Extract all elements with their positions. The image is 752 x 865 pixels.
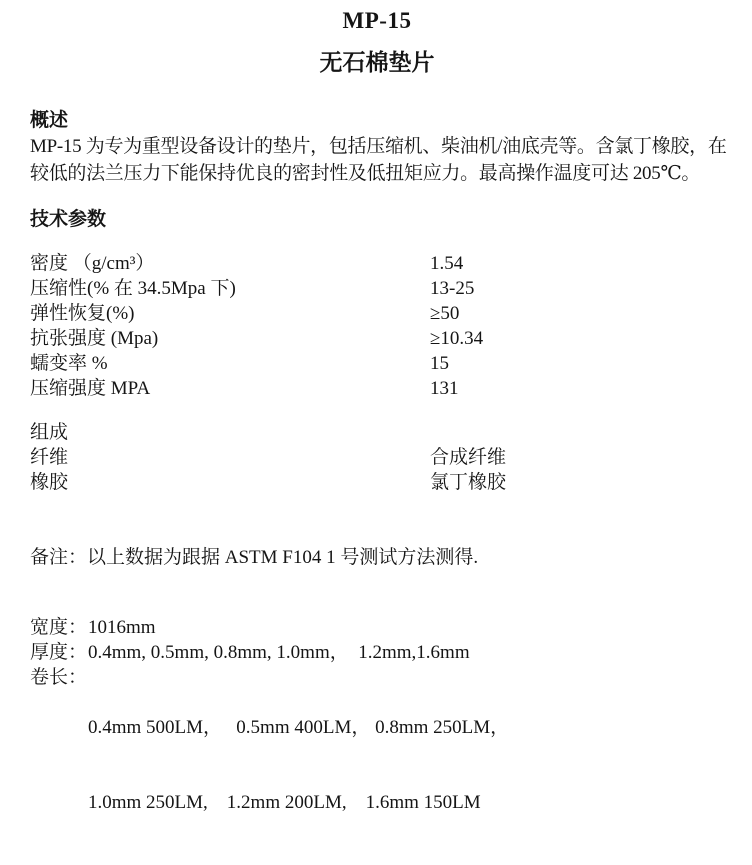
param-label: 抗张强度 (Mpa) (30, 328, 159, 349)
param-label: 压缩强度 MPA (30, 378, 151, 399)
param-row-tensile-strength (30, 326, 724, 351)
param-value: 1.54 (430, 253, 464, 274)
param-label: 弹性恢复(%) (30, 303, 135, 324)
thickness-value: 0.4mm, 0.5mm, 0.8mm, 1.0mm， 1.2mm,1.6mm (88, 642, 470, 663)
param-value: 131 (430, 378, 459, 399)
page-title: MP-15 (342, 8, 412, 33)
overview-heading: 概述 (30, 110, 69, 131)
note-text: 以上数据为跟据 ASTM F104 1 号测试方法测得. (87, 547, 479, 568)
composition-value: 氯丁橡胶 (430, 472, 507, 493)
param-value: ≥10.34 (430, 328, 484, 349)
param-row-density (30, 251, 724, 276)
roll-length-values (88, 665, 509, 865)
composition-label: 橡胶 (30, 472, 69, 493)
note-label: 备注： (30, 547, 88, 568)
composition-value: 合成纤维 (430, 447, 507, 468)
param-label: 密度 （g/cm³） (30, 253, 155, 274)
param-label: 压缩性(% 在 34.5Mpa 下) (30, 278, 236, 299)
roll-length-label: 卷长： (30, 667, 88, 688)
param-row-recovery (30, 301, 724, 326)
page-subtitle: 无石棉垫片 (319, 50, 435, 75)
composition-label: 纤维 (30, 447, 69, 468)
composition-section (30, 420, 724, 495)
overview-paragraph (30, 133, 727, 187)
thickness-label: 厚度： (30, 642, 88, 663)
tech-params-heading: 技术参数 (30, 209, 107, 230)
composition-row-fiber (30, 445, 724, 470)
param-row-compressibility (30, 276, 724, 301)
param-row-creep (30, 351, 724, 376)
roll-length-line-2: 1.0mm 250LM, 1.2mm 200LM, 1.6mm 150LM (88, 792, 481, 813)
param-row-compressive-strength (30, 376, 724, 401)
roll-length-line-1: 0.4mm 500LM， 0.5mm 400LM， 0.8mm 250LM， (88, 717, 510, 738)
overview-line-2: 较低的法兰压力下能保持优良的密封性及低扭矩应力。最高操作温度可达 205℃。 (30, 163, 701, 184)
dimensions-section (30, 615, 724, 865)
param-label: 蠕变率 % (30, 353, 108, 374)
overview-line-1: MP-15 为专为重型设备设计的垫片，包括压缩机、柴油机/油底壳等。含氯丁橡胶，在 (30, 136, 727, 157)
width-row (30, 615, 724, 640)
composition-row-rubber (30, 470, 724, 495)
composition-heading: 组成 (30, 422, 69, 443)
note-row (30, 545, 724, 570)
param-value: 13-25 (430, 278, 475, 299)
tech-params-table (30, 251, 724, 401)
thickness-row (30, 640, 724, 665)
param-value: 15 (430, 353, 449, 374)
width-label: 宽度： (30, 617, 88, 638)
width-value: 1016mm (88, 617, 156, 638)
param-value: ≥50 (430, 303, 460, 324)
roll-length-row (30, 665, 724, 865)
